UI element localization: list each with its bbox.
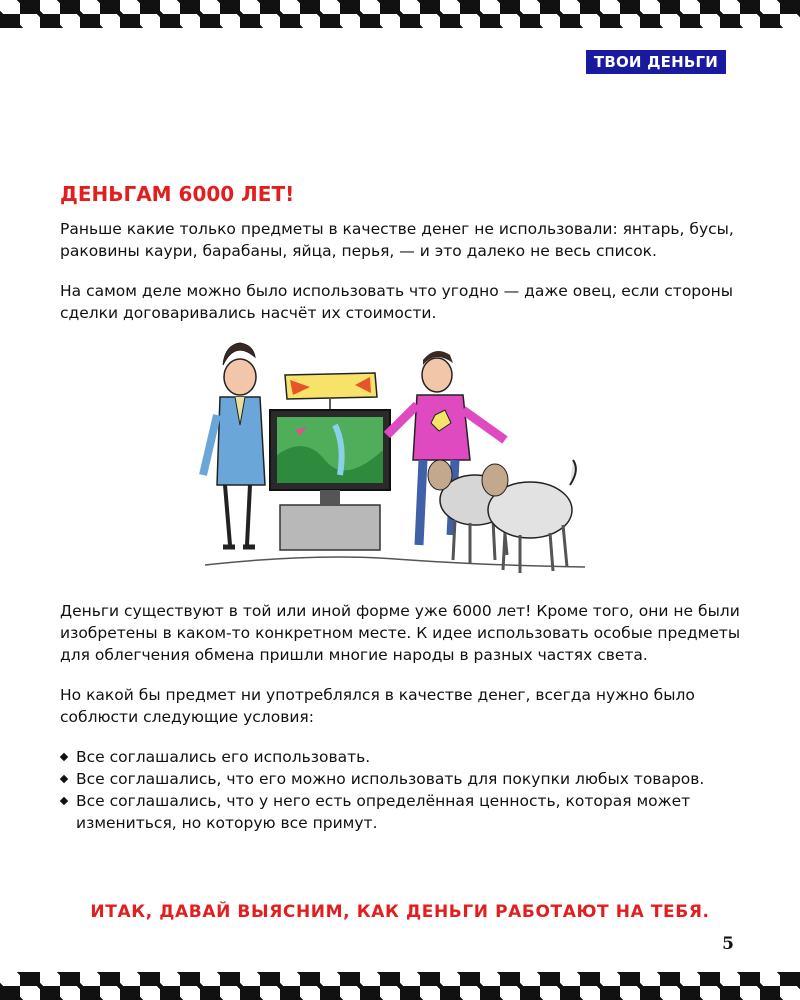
page-title: ДЕНЬГАМ 6000 ЛЕТ! <box>60 182 295 206</box>
paragraph-3: Деньги существуют в той или иной форме уже 6000 лет! Кроме того, они не были изобретены в каком-то конкретном месте. К идее использовать особые предметы для облегчения обмена пришли многие народы в разных частях света. <box>60 602 741 664</box>
section-tag: ТВОИ ДЕНЬГИ <box>586 50 726 74</box>
woman-figure <box>203 343 265 547</box>
paragraph-2: На самом деле можно было использовать что угодно — даже овец, если стороны сделки договаривались насчёт их стоимости. <box>60 282 734 322</box>
tv-screen <box>270 410 390 550</box>
checker-border-bottom <box>0 972 800 1000</box>
closing-heading: ИТАК, ДАВАЙ ВЫЯСНИМ, КАК ДЕНЬГИ РАБОТАЮТ НА ТЕБЯ. <box>90 902 710 922</box>
sign-board <box>285 373 377 410</box>
illustration-people-tv-goats <box>195 335 595 580</box>
checker-border-top <box>0 0 800 28</box>
list-item: Все соглашались его использовать. <box>60 746 750 768</box>
conditions-list <box>60 746 750 834</box>
list-item: Все соглашались, что его можно использовать для покупки любых товаров. <box>60 768 750 790</box>
paragraph-4: Но какой бы предмет ни употреблялся в качестве денег, всегда нужно было соблюсти следующие условия: <box>60 686 695 726</box>
paragraph-1: Раньше какие только предметы в качестве денег не использовали: янтарь, бусы, раковины каури, барабаны, яйца, перья, — и это далеко не весь список. <box>60 220 734 260</box>
list-item: Все соглашались, что у него есть определённая ценность, которая может измениться, но которую все примут. <box>60 790 750 834</box>
page-number: 5 <box>722 934 734 954</box>
